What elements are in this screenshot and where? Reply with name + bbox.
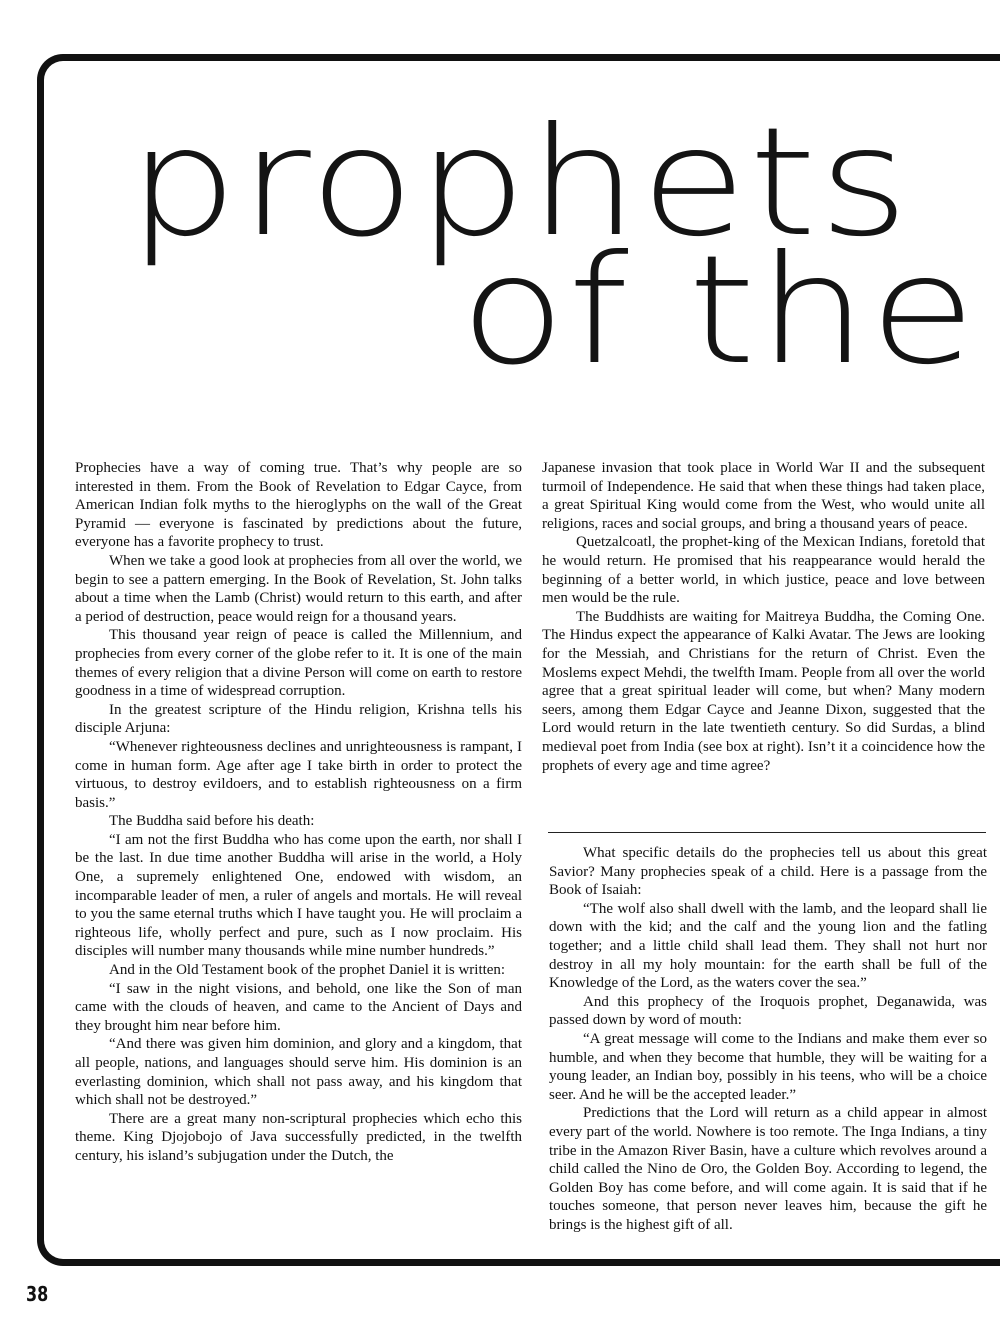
- paragraph: Japanese invasion that took place in World War II and the subsequent turmoil of Independence. He said that when these things had taken place, a great Spiritual King would come from the West, who would unite all religions, races and social groups, and bring a thousand years of peace.: [542, 460, 985, 532]
- paragraph: And in the Old Testament book of the prophet Daniel it is written:: [109, 962, 506, 979]
- paragraph: There are a great many non-scriptural prophecies which echo this theme. King Djojobojo of Java successfully predicted, in the twelfth century, his island’s subjugation under the Dutch, the: [75, 1110, 522, 1164]
- paragraph: The Buddha said before his death:: [109, 813, 315, 830]
- section-divider-rule: [548, 832, 986, 833]
- paragraph: Quetzalcoatl, the prophet-king of the Mexican Indians, foretold that he would return. He promised that his reappearance would herald the beginning of a better world, in which justice, peace and love between men would be the rule.: [542, 534, 985, 607]
- article-title-line-1: prophets: [128, 96, 912, 270]
- paragraph: Prophecies have a way of coming true. That’s why people are so interested in them. From the Book of Revelation to Edgar Cayce, from American Indian folk myths to the hieroglyphs on the wall of the Great Pyramid — everyone is fascinated by predictions about the future, everyone has a favorite prophecy to trust.: [75, 460, 522, 551]
- article-title-line-2: of the: [460, 224, 979, 398]
- paragraph: What specific details do the prophecies tell us about this great Savior? Many prophecies speak of a child. Here is a passage from the Book of Isaiah:: [549, 845, 987, 899]
- paragraph: And this prophecy of the Iroquois prophet, Deganawida, was passed down by word of mouth:: [549, 993, 987, 1029]
- quote-paragraph: “And there was given him dominion, and glory and a kingdom, that all people, nations, and languages should serve him. His dominion is an everlasting dominion, which shall not pass away, and his kingdom that which shall not be destroyed.”: [75, 1036, 522, 1109]
- quote-paragraph: “The wolf also shall dwell with the lamb, and the leopard shall lie down with the kid; and the calf and the young lion and the fatling together; and a little child shall lead them. They shall not hurt nor destroy in all my holy mountain: for the earth shall be full of the Knowledge of the Lord, as the waters cover the sea.”: [549, 900, 987, 992]
- page-number: 38: [26, 1282, 49, 1306]
- paragraph: When we take a good look at prophecies from all over the world, we begin to see a pattern emerging. In the Book of Revelation, St. John talks about a time when the Lamb (Christ) would return to this earth, and after a period of destruction, peace would reign for a thousand years.: [75, 552, 522, 625]
- quote-paragraph: “I am not the first Buddha who has come upon the earth, nor shall I be the last. In due time another Buddha will arise in the world, a Holy One, a supremely enlightened One, endowed with wisdom, an incomparable leader of men, a ruler of angels and mortals. He will reveal to you the same eternal truths which I have taught you. He will proclaim a righteous life, wholly perfect and pure, such as I now proclaim. His disciples will number many thousands while mine number hundreds.”: [75, 831, 522, 960]
- quote-paragraph: “I saw in the night visions, and behold, one like the Son of man came with the clouds of heaven, and came to the Ancient of Days and they brought him near before him.: [75, 980, 522, 1034]
- paragraph: In the greatest scripture of the Hindu religion, Krishna tells his disciple Arjuna:: [75, 701, 522, 737]
- right-column-top: [542, 459, 985, 775]
- paragraph: This thousand year reign of peace is called the Millennium, and prophecies from every corner of the globe refer to it. It is one of the main themes of every religion that a divine Person will come on earth to restore goodness in a time of widespread corruption.: [75, 627, 522, 700]
- quote-paragraph: “A great message will come to the Indians and make them ever so humble, and when they become that humble, they will be waiting for a young leader, an Indian boy, possibly in his teens, who will be a choice seer. And he will be the accepted leader.”: [549, 1030, 987, 1103]
- left-column: [75, 459, 522, 1166]
- quote-paragraph: “Whenever righteousness declines and unrighteousness is rampant, I come in human form. Age after age I take birth in order to protect the virtuous, to destroy evildoers, and to establish righteousness on a firm basis.”: [75, 738, 522, 811]
- paragraph: The Buddhists are waiting for Maitreya Buddha, the Coming One. The Hindus expect the appearance of Kalki Avatar. The Jews are looking for the Messiah, and Christians for the return of Christ. Even the Moslems expect Mehdi, the twelfth Imam. People from all over the world agree that a great spiritual leader will come, but when? Many modern seers, among them Edgar Cayce and Jeanne Dixon, suggested that the Lord would return in the late twentieth century. So did Surdas, a blind medieval poet from India (see box at right). Isn’t it a coincidence how the prophets of every age and time agree?: [542, 608, 985, 774]
- right-column-bottom: [549, 844, 987, 1234]
- paragraph: Predictions that the Lord will return as a child appear in almost every part of the world. Nowhere is too remote. The Inga Indians, a tiny tribe in the Amazon River Basin, have a culture which revolves around a child called the Nino de Oro, the Golden Boy. According to legend, the Golden Boy has come before, and will come again. It is said that if he touches someone, that person never leaves him, because the gift he brings is the highest gift of all.: [549, 1105, 987, 1233]
